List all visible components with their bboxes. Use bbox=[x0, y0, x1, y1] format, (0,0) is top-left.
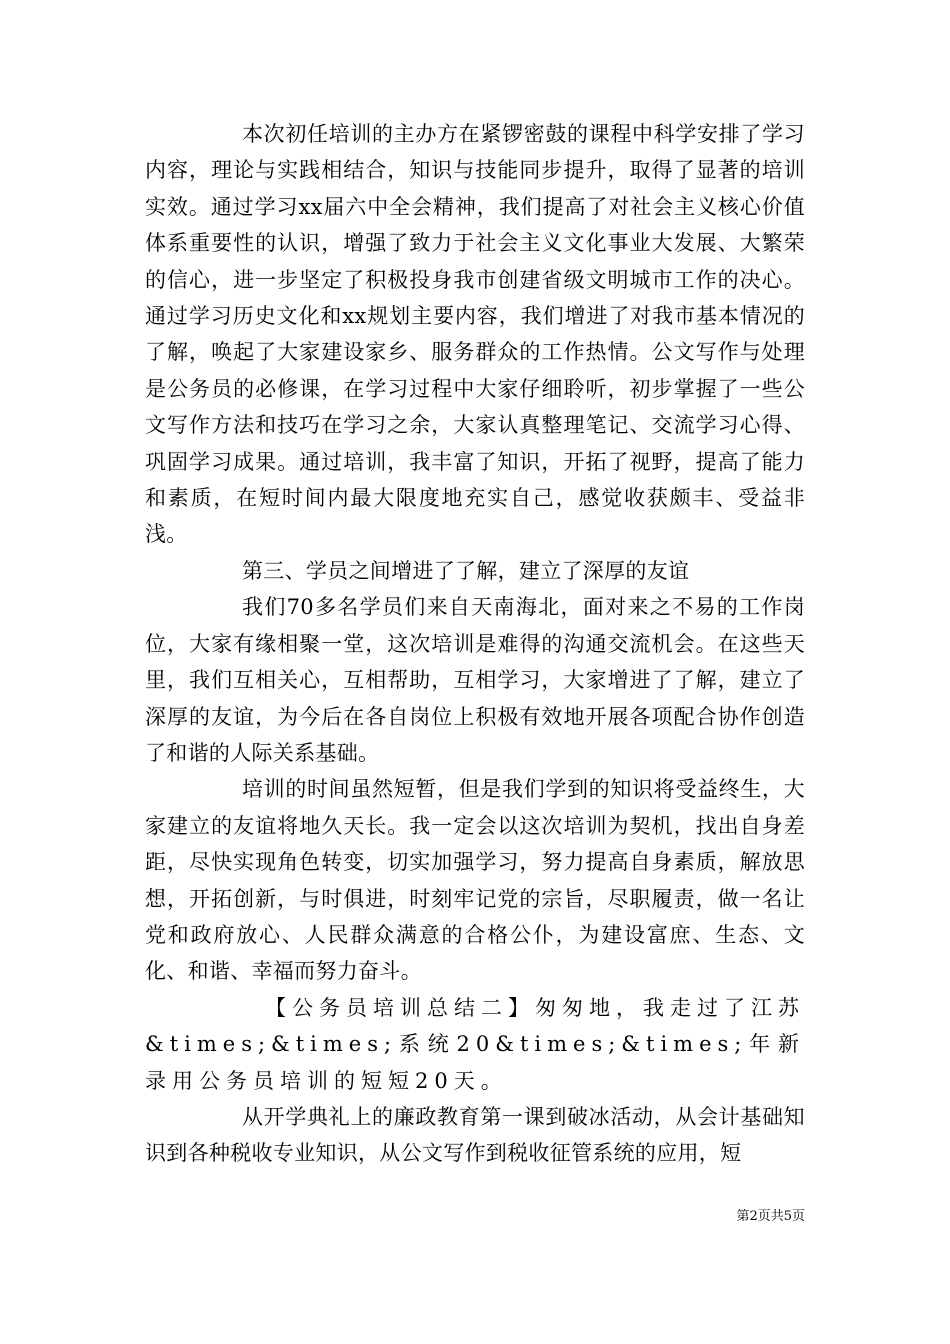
paragraph-friendship: 我们70多名学员们来自天南海北，面对来之不易的工作岗位，大家有缘相聚一堂，这次培训是难得的沟通交流机会。在这些天里，我们互相关心，互相帮助，互相学习，大家增进了了解，建立了深厚的友谊，为今后在各自岗位上积极有效地开展各项配合协作创造了和谐的人际关系基础。 bbox=[145, 595, 805, 765]
document-body bbox=[145, 116, 805, 1172]
page-number-footer: 第2页共5页 bbox=[736, 1209, 805, 1224]
section-heading-third: 第三、学员之间增进了了解，建立了深厚的友谊 bbox=[242, 558, 690, 583]
paragraph-training-results: 本次初任培训的主办方在紧锣密鼓的课程中科学安排了学习内容，理论与实践相结合，知识与技能同步提升，取得了显著的培训实效。通过学习xx届六中全会精神，我们提高了对社会主义核心价值体系重要性的认识，增强了致力于社会主义文化事业大发展、大繁荣的信心，进一步坚定了积极投身我市创建省级文明城市工作的决心。通过学习历史文化和xx规划主要内容，我们增进了对我市基本情况的了解，唤起了大家建设家乡、服务群众的工作热情。公文写作与处理是公务员的必修课，在学习过程中大家仔细聆听，初步掌握了一些公文写作方法和技巧在学习之余，大家认真整理笔记、交流学习心得、巩固学习成果。通过培训，我丰富了知识，开拓了视野，提高了能力和素质，在短时间内最大限度地充实自己，感觉收获颇丰、受益非浅。 bbox=[145, 122, 805, 547]
paragraph-summary-two-intro: 【公务员培训总结二】匆匆地，我走过了江苏&times;&times;系统20&times;&times;年新录用公务员培训的短短20天。 bbox=[145, 995, 805, 1093]
paragraph-conclusion: 培训的时间虽然短暂，但是我们学到的知识将受益终生，大家建立的友谊将地久天长。我一定会以这次培训为契机，找出自身差距，尽快实现角色转变，切实加强学习，努力提高自身素质，解放思想，开拓创新，与时俱进，时刻牢记党的宗旨，尽职履责，做一名让党和政府放心、人民群众满意的合格公仆，为建设富庶、生态、文化、和谐、幸福而努力奋斗。 bbox=[145, 777, 805, 984]
paragraph-course-content: 从开学典礼上的廉政教育第一课到破冰活动，从会计基础知识到各种税收专业知识，从公文写作到税收征管系统的应用，短 bbox=[145, 1104, 805, 1166]
